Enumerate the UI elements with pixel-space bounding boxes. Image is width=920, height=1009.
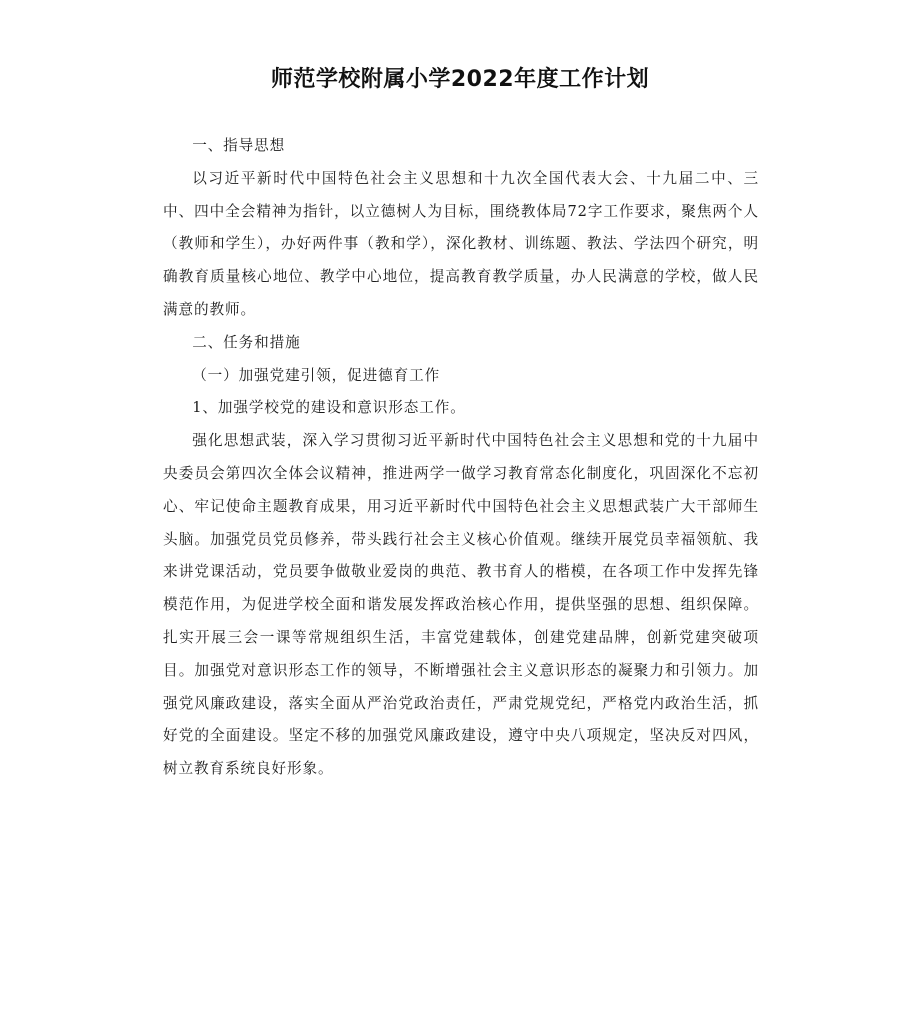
section-heading-guiding-ideology: 一、指导思想 <box>192 137 286 154</box>
document-title: 师范学校附属小学2022年度工作计划 <box>270 67 650 92</box>
item-heading-party-ideology-work: 1、加强学校党的建设和意识形态工作。 <box>192 399 466 417</box>
document-body <box>163 130 759 786</box>
subsection-heading-party-building: （一）加强党建引领，促进德育工作 <box>192 366 441 384</box>
paragraph-party-building: 强化思想武装，深入学习贯彻习近平新时代中国特色社会主义思想和党的十九届中央委员会第四次全体会议精神，推进两学一做学习教育常态化制度化，巩固深化不忘初心、牢记使命主题教育成果，用习近平新时代中国特色社会主义思想武装广大干部师生头脑。加强党员党员修养，带头践行社会主义核心价值观。继续开展党员幸福领航、我来讲党课活动，党员要争做敬业爱岗的典范、教书育人的楷模，在各项工作中发挥先锋模范作用，为促进学校全面和谐发展发挥政治核心作用，提供坚强的思想、组织保障。扎实开展三会一课等常规组织生活，丰富党建载体，创建党建品牌，创新党建突破项目。加强党对意识形态工作的领导，不断增强社会主义意识形态的凝聚力和引领力。加强党风廉政建设，落实全面从严治党政治责任，严肃党规党纪，严格党内政治生活，抓好党的全面建设。坚定不移的加强党风廉政建设，遵守中央八项规定，坚决反对四风，树立教育系统良好形象。 <box>163 432 759 778</box>
paragraph-guiding-ideology: 以习近平新时代中国特色社会主义思想和十九次全国代表大会、十九届二中、三中、四中全会精神为指针，以立德树人为目标，围绕教体局72字工作要求，聚焦两个人（教师和学生），办好两件事（教和学），深化教材、训练题、教法、学法四个研究，明确教育质量核心地位、教学中心地位，提高教育教学质量，办人民满意的学校，做人民满意的教师。 <box>163 169 759 318</box>
section-heading-tasks-measures: 二、任务和措施 <box>192 333 301 351</box>
